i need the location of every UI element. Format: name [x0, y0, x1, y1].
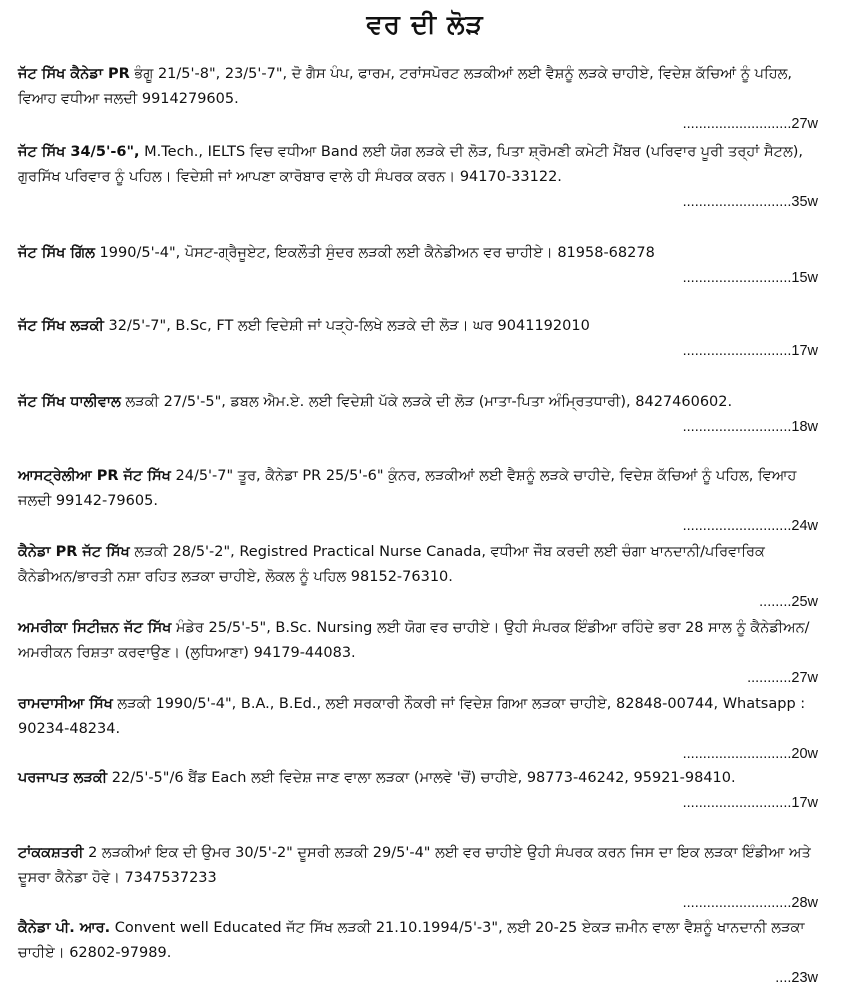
ad-keyword: ਆਸਟ੍ਰੇਲੀਆ PR ਜੱਟ ਸਿੱਖ: [18, 468, 171, 484]
ad-code: ....23w: [775, 970, 818, 986]
ad-code: ...........................17w: [682, 795, 818, 811]
ad-code: ...........................24w: [682, 518, 818, 534]
ad-item: [18, 62, 818, 137]
ad-code: ...........................28w: [682, 895, 818, 911]
ad-keyword: ਜੱਟ ਸਿੱਖ ਲੜਕੀ: [18, 318, 104, 334]
ad-keyword: ਪਰਜਾਪਤ ਲੜਕੀ: [18, 770, 108, 786]
ad-code: ...........................17w: [682, 343, 818, 359]
ad-text: 22/5'-5"/6 ਬੈਂਡ Each ਲਈ ਵਿਦੇਸ਼ ਜਾਣ ਵਾਲਾ ਲੜਕਾ (ਮਾਲਵੇ 'ਚੋਂ) ਚਾਹੀਏ, 98773-46242, 95921-98410.: [107, 770, 736, 786]
ad-text: 32/5'-7", B.Sc, FT ਲਈ ਵਿਦੇਸ਼ੀ ਜਾਂ ਪੜ੍ਹੇ-ਲਿਖੇ ਲੜਕੇ ਦੀ ਲੋੜ। ਘਰ 9041192010: [103, 318, 590, 334]
ad-code: ...........................18w: [682, 419, 818, 435]
ad-item: [18, 692, 818, 767]
ad-keyword: ਜੱਟ ਸਿੱਖ ਗਿੱਲ: [18, 245, 95, 261]
ad-code: ...........27w: [747, 670, 818, 686]
ad-text: 2 ਲੜਕੀਆਂ ਇਕ ਦੀ ਉਮਰ 30/5'-2" ਦੂਸਰੀ ਲੜਕੀ 29/5'-4" ਲਈ ਵਰ ਚਾਹੀਏ ਉਹੀ ਸੰਪਰਕ ਕਰਨ ਜਿਸ ਦਾ ਇਕ ਲੜਕਾ ਇੰਡੀਆ ਅਤੇ ਦੂਸਰਾ ਕੈਨੇਡਾ ਹੋਵੇ। 7347537233: [18, 845, 811, 886]
ad-keyword: ਅਮਰੀਕਾ ਸਿਟੀਜ਼ਨ ਜੱਟ ਸਿੱਖ: [18, 620, 172, 636]
ad-keyword: ਜੱਟ ਸਿੱਖ 34/5'-6",: [18, 144, 140, 160]
ad-code: ........25w: [759, 594, 818, 610]
ad-item: [18, 314, 818, 364]
ad-text: M.Tech., IELTS ਵਿਚ ਵਧੀਆ Band ਲਈ ਯੋਗ ਲੜਕੇ ਦੀ ਲੋੜ, ਪਿਤਾ ਸ਼੍ਰੋਮਣੀ ਕਮੇਟੀ ਮੈਂਬਰ (ਪਰਿਵਾਰ ਪੂਰੀ ਤਰ੍ਹਾਂ ਸੈਟਲ), ਗੁਰਸਿੱਖ ਪਰਿਵਾਰ ਨੂੰ ਪਹਿਲ। ਵਿਦੇਸ਼ੀ ਜਾਂ ਆਪਣਾ ਕਾਰੋਬਾਰ ਵਾਲੇ ਹੀ ਸੰਪਰਕ ਕਰਨ। 94170-33122.: [18, 144, 804, 185]
ad-item: [18, 616, 818, 691]
ad-code: ...........................20w: [682, 746, 818, 762]
ad-code: ...........................27w: [682, 116, 818, 132]
ad-text: ਲੜਕੀ 28/5'-2", Registred Practical Nurse Canada, ਵਧੀਆ ਜੌਬ ਕਰਦੀ ਲਈ ਚੰਗਾ ਖਾਨਦਾਨੀ/ਪਰਿਵਾਰਿਕ ਕੈਨੇਡੀਅਨ/ਭਾਰਤੀ ਨਸ਼ਾ ਰਹਿਤ ਲੜਕਾ ਚਾਹੀਏ, ਲੋਕਲ ਨੂੰ ਪਹਿਲ 98152-76310.: [18, 544, 765, 585]
ad-item: [18, 464, 818, 539]
ad-text: ਭੰਗੂ 21/5'-8", 23/5'-7", ਦੋ ਗੈਸ ਪੰਪ, ਫਾਰਮ, ਟਰਾਂਸਪੋਰਟ ਲੜਕੀਆਂ ਲਈ ਵੈਸ਼ਨੂੰ ਲੜਕੇ ਚਾਹੀਏ, ਵਿਦੇਸ਼ ਕੱਚਿਆਂ ਨੂੰ ਪਹਿਲ, ਵਿਆਹ ਵਧੀਆ ਜਲਦੀ 9914279605.: [18, 66, 793, 107]
ad-text: 1990/5'-4", ਪੋਸਟ-ਗ੍ਰੈਜੂਏਟ, ਇਕਲੌਤੀ ਸੁੰਦਰ ਲੜਕੀ ਲਈ ਕੈਨੇਡੀਅਨ ਵਰ ਚਾਹੀਏ। 81958-68278: [94, 245, 655, 261]
ad-text: Convent well Educated ਜੱਟ ਸਿੱਖ ਲੜਕੀ 21.10.1994/5'-3", ਲਈ 20-25 ਏਕੜ ਜ਼ਮੀਨ ਵਾਲਾ ਵੈਸ਼ਨੂੰ ਖਾਨਦਾਨੀ ਲੜਕਾ ਚਾਹੀਏ। 62802-97989.: [18, 920, 805, 961]
page-title: ਵਰ ਦੀ ਲੋੜ: [366, 10, 484, 40]
ad-code: ...........................35w: [682, 194, 818, 210]
ad-keyword: ਟਾਂਕਕਸ਼ਤਰੀ: [18, 845, 84, 861]
ad-keyword: ਜੱਟ ਸਿੱਖ ਕੈਨੇਡਾ PR: [18, 66, 130, 82]
ad-item: [18, 766, 818, 816]
ad-keyword: ਕੈਨੇਡਾ PR ਜੱਟ ਸਿੱਖ: [18, 544, 130, 560]
ad-item: [18, 241, 818, 291]
ad-item: [18, 140, 818, 215]
ad-keyword: ਰਾਮਦਾਸੀਆ ਸਿੱਖ: [18, 696, 113, 712]
ad-text: 24/5'-7" ਤੂਰ, ਕੈਨੇਡਾ PR 25/5'-6" ਕੁੰਨਰ, ਲੜਕੀਆਂ ਲਈ ਵੈਸ਼ਨੂੰ ਲੜਕੇ ਚਾਹੀਦੇ, ਵਿਦੇਸ਼ ਕੱਚਿਆਂ ਨੂੰ ਪਹਿਲ, ਵਿਆਹ ਜਲਦੀ 99142-79605.: [18, 468, 797, 509]
ad-item: [18, 390, 818, 440]
ad-item: [18, 540, 818, 615]
ad-text: ਲੜਕੀ 27/5'-5", ਡਬਲ ਐਮ.ਏ. ਲਈ ਵਿਦੇਸ਼ੀ ਪੱਕੇ ਲੜਕੇ ਦੀ ਲੋੜ (ਮਾਤਾ-ਪਿਤਾ ਅੰਮ੍ਰਿਤਧਾਰੀ), 8427460602.: [120, 394, 733, 410]
ad-keyword: ਜੱਟ ਸਿੱਖ ਧਾਲੀਵਾਲ: [18, 394, 121, 410]
ad-code: ...........................15w: [682, 270, 818, 286]
ad-text: ਲੜਕੀ 1990/5'-4", B.A., B.Ed., ਲਈ ਸਰਕਾਰੀ ਨੌਕਰੀ ਜਾਂ ਵਿਦੇਸ਼ ਗਿਆ ਲੜਕਾ ਚਾਹੀਏ, 82848-00744, Whatsapp : 90234-48234.: [18, 696, 806, 737]
ad-text: ਮੰਡੇਰ 25/5'-5", B.Sc. Nursing ਲਈ ਯੋਗ ਵਰ ਚਾਹੀਏ। ਉਹੀ ਸੰਪਰਕ ਇੰਡੀਆ ਰਹਿੰਦੇ ਭਰਾ 28 ਸਾਲ ਨੂੰ ਕੈਨੇਡੀਅਨ/ਅਮਰੀਕਨ ਰਿਸ਼ਤਾ ਕਰਵਾਉਣ। (ਲੁਧਿਆਣਾ) 94179-44083.: [18, 620, 810, 661]
ad-keyword: ਕੈਨੇਡਾ ਪੀ. ਆਰ.: [18, 920, 111, 936]
ad-item: [18, 916, 818, 991]
ad-item: [18, 841, 818, 916]
